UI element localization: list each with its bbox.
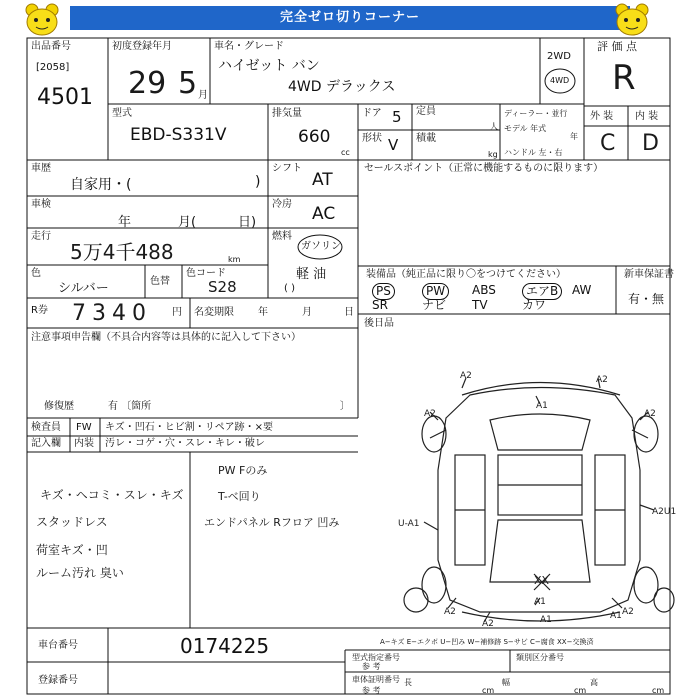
hand-right-2: T-ベ回り bbox=[218, 490, 261, 503]
mileage-value: 5万4千488 bbox=[70, 240, 174, 264]
repair-close: 〕 bbox=[340, 401, 350, 412]
inspection-day-unit: 日) bbox=[238, 215, 257, 230]
transfer-day: 日 bbox=[344, 307, 354, 318]
model-label: 型式 bbox=[112, 108, 132, 119]
interior-label: 内 装 bbox=[635, 111, 659, 122]
lot-label: 出品番号 bbox=[31, 41, 71, 52]
first-reg-month-unit: 月 bbox=[198, 90, 208, 101]
repair-label: 修復歴 bbox=[44, 401, 74, 412]
cert-label: 車体証明番号 bbox=[352, 675, 400, 684]
dealer-label: ディーラー・並行 bbox=[504, 109, 568, 118]
exterior-grade: C bbox=[600, 131, 616, 156]
first-reg-year: 29 bbox=[128, 66, 167, 101]
warranty-value: 有・無 bbox=[628, 292, 665, 306]
mark-a1-right: A2U1 bbox=[652, 507, 677, 517]
class-label: 類別区分番号 bbox=[516, 653, 564, 662]
mark-a1-left: U-A1 bbox=[398, 519, 420, 529]
lot-code: [2058] bbox=[36, 62, 70, 73]
hand-left-3: 荷室キズ・凹 bbox=[36, 543, 108, 557]
inspector-row1-text: キズ・凹石・ヒビ割・リペア跡・×要 bbox=[105, 422, 273, 433]
mark-a2-top1: A2 bbox=[460, 371, 472, 381]
mark-a1-b3: A1 bbox=[610, 611, 622, 621]
cm-3: cm bbox=[652, 686, 665, 695]
fuel-label: 燃料 bbox=[272, 231, 292, 242]
color-code: S28 bbox=[208, 278, 237, 296]
equipment-item-row2-0: SR bbox=[372, 298, 388, 312]
recycle-label: R券 bbox=[31, 305, 48, 316]
mileage-label: 走行 bbox=[31, 231, 51, 242]
handle-label: ハンドル 左・右 bbox=[504, 148, 563, 157]
equipment-label: 装備品（純正品に限り〇をつけてください） bbox=[366, 269, 566, 280]
exterior-label: 外 装 bbox=[590, 111, 614, 122]
hand-left-1: キズ・ヘコミ・スレ・キズ bbox=[40, 488, 184, 502]
doors-value: 5 bbox=[392, 108, 402, 126]
height-label: 高 bbox=[590, 678, 598, 687]
interior-row-label: 内装 bbox=[74, 438, 94, 449]
format-label: 型式指定番号 bbox=[352, 653, 400, 662]
inspection-label: 車検 bbox=[31, 199, 51, 210]
fuel-paren: ( ) bbox=[284, 283, 295, 294]
hand-right-1: PW Fのみ bbox=[218, 464, 268, 477]
sales-point-label: セールスポイント（正常に機能するものに限ります） bbox=[364, 163, 604, 174]
hand-left-2: スタッドレス bbox=[36, 515, 108, 529]
ac-label: 冷房 bbox=[272, 199, 292, 210]
cm-1: cm bbox=[482, 686, 495, 695]
notes-label: 注意事項申告欄（不具合内容等は具体的に記入して下さい） bbox=[31, 332, 301, 343]
equipment-item-row1-1: PW bbox=[422, 283, 449, 300]
mark-a1-top: A1 bbox=[536, 401, 548, 411]
ref-label-2: 参 考 bbox=[362, 686, 381, 695]
fuel-diesel: 軽 油 bbox=[296, 267, 327, 282]
mark-xx: XX bbox=[534, 574, 550, 587]
mark-a2-right: A2 bbox=[644, 409, 656, 419]
drive-4wd: 4WD bbox=[550, 76, 570, 85]
displacement-value: 660 bbox=[298, 127, 331, 147]
drive-2wd: 2WD bbox=[547, 51, 571, 62]
color-code-label: 色コード bbox=[186, 268, 226, 279]
hand-right-3: エンドパネル Rフロア 凹み bbox=[204, 516, 340, 529]
car-grade: 4WD デラックス bbox=[288, 79, 396, 95]
doors-label: ドア bbox=[362, 108, 382, 119]
inspector-row2-text: 汚レ・コゲ・穴・スレ・キレ・破レ bbox=[105, 438, 265, 449]
lot-number: 4501 bbox=[37, 85, 93, 110]
repair-value: 有 〔箇所 bbox=[108, 401, 152, 412]
mark-a1-b1: A1 bbox=[534, 597, 546, 607]
grade-label: 評 価 点 bbox=[597, 40, 637, 53]
history-label: 車歴 bbox=[31, 163, 51, 174]
mark-a2-b3: A2 bbox=[622, 607, 634, 617]
hand-left-4: ルーム汚れ 臭い bbox=[36, 566, 124, 580]
aftermarket-label: 後日品 bbox=[364, 318, 394, 329]
recycle-value: 7340 bbox=[72, 301, 152, 326]
equipment-item-row1-2: ABS bbox=[472, 283, 496, 297]
mark-a2-b1: A2 bbox=[444, 607, 456, 617]
displacement-unit: cc bbox=[341, 148, 350, 157]
warranty-label: 新車保証書 bbox=[624, 269, 674, 280]
first-reg-label: 初度登録年月 bbox=[112, 41, 172, 52]
registration-label: 登録番号 bbox=[38, 675, 78, 686]
fw-label: FW bbox=[76, 422, 92, 433]
equipment-item-row2-1: ナビ bbox=[422, 298, 447, 312]
first-reg-month: 5 bbox=[178, 66, 198, 101]
transfer-label: 名変期限 bbox=[194, 307, 234, 318]
inspection-month-unit: 月( bbox=[178, 215, 197, 230]
shift-value: AT bbox=[312, 170, 333, 190]
color-value: シルバー bbox=[58, 281, 109, 296]
mileage-unit: km bbox=[228, 255, 241, 264]
chassis-value: 0174225 bbox=[180, 634, 270, 658]
capacity-label: 定員 bbox=[416, 106, 436, 117]
car-name: ハイゼット バン bbox=[218, 58, 320, 74]
interior-grade: D bbox=[642, 131, 659, 156]
history-close: ) bbox=[255, 174, 261, 190]
displacement-label: 排気量 bbox=[272, 108, 302, 119]
length-label: 長 bbox=[404, 678, 412, 687]
model-year-label: モデル 年式 bbox=[504, 124, 547, 133]
load-unit: kg bbox=[488, 150, 498, 159]
shift-label: シフト bbox=[272, 163, 302, 174]
equipment-item-row1-3: エアB bbox=[522, 283, 562, 300]
mark-a1-b2: A1 bbox=[540, 615, 552, 625]
model-value: EBD-S331V bbox=[130, 125, 227, 145]
ref-label: 参 考 bbox=[362, 662, 381, 671]
transfer-year: 年 bbox=[258, 307, 268, 318]
equipment-item-row2-2: TV bbox=[472, 298, 488, 312]
mark-a2-top2: A2 bbox=[596, 375, 608, 385]
recycle-unit: 円 bbox=[172, 307, 182, 318]
inspection-year-unit: 年 bbox=[118, 215, 132, 230]
fuel-gasoline: ガソリン bbox=[301, 241, 341, 252]
cm-2: cm bbox=[574, 686, 587, 695]
equipment-item-row1-0: PS bbox=[372, 283, 395, 300]
mark-a2-left: A2 bbox=[424, 409, 436, 419]
equipment-item-row1-4: AW bbox=[572, 283, 592, 297]
model-year-unit: 年 bbox=[570, 132, 578, 141]
capacity-unit: 人 bbox=[490, 122, 498, 131]
color-change-label: 色替 bbox=[150, 276, 170, 287]
inspector-row1-label: 検査員 bbox=[31, 422, 61, 433]
width-label: 幅 bbox=[502, 678, 510, 687]
ac-value: AC bbox=[312, 204, 336, 224]
mark-a2-b2: A2 bbox=[482, 619, 494, 629]
car-name-label: 車名・グレード bbox=[214, 41, 284, 52]
banner-title: 完全ゼロ切りコーナー bbox=[70, 6, 630, 30]
legend: A−キズ E−エクボ U−凹み W−補修跡 S−サビ C−腐食 XX−交換済 bbox=[380, 638, 594, 646]
chassis-label: 車台番号 bbox=[38, 640, 78, 651]
shape-value: V bbox=[388, 136, 399, 154]
shape-label: 形状 bbox=[362, 133, 382, 144]
color-label: 色 bbox=[31, 268, 41, 279]
grade-score: R bbox=[612, 58, 636, 98]
load-label: 積載 bbox=[416, 133, 436, 144]
history-value: 自家用・( bbox=[70, 177, 132, 193]
transfer-month: 月 bbox=[302, 307, 312, 318]
equipment-item-row2-3: カワ bbox=[522, 298, 547, 312]
inspector-row2-label: 記入欄 bbox=[31, 438, 61, 449]
